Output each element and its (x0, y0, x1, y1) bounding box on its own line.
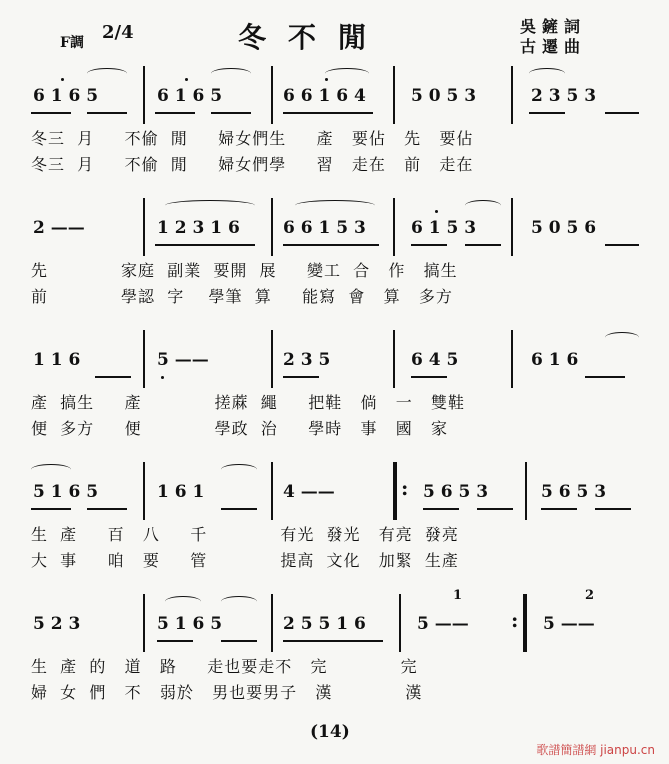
octave-dot (185, 78, 188, 81)
slur-mark (221, 464, 257, 475)
repeat-dots: : (401, 476, 409, 500)
measure-2: 1 6 1 (157, 482, 205, 502)
measure-1: 5 2 3 (33, 614, 81, 634)
barline (271, 66, 273, 124)
repeat-barline (393, 462, 397, 520)
time-signature: 2/4 (102, 22, 134, 43)
beam-underline (87, 508, 127, 510)
beam-underline (541, 508, 577, 510)
lyrics-verse-1: 生 產 百 八 千 有光 發光 有亮 發亮 (31, 525, 459, 544)
lyrics-verse-2: 便 多方 便 學政 治 學時 事 國 家 (31, 419, 449, 438)
measure-4: 5 —— (417, 614, 469, 634)
beam-underline (411, 376, 447, 378)
measure-5: 5 0 5 6 (531, 218, 597, 238)
beam-underline (221, 508, 257, 510)
volta-first-ending: 1 (453, 588, 463, 603)
volta-second-ending: 2 (585, 588, 595, 603)
barline (143, 330, 145, 388)
barline (393, 330, 395, 388)
lyrics-verse-2: 大 事 咱 要 管 提高 文化 加緊 生產 (31, 551, 459, 570)
barline (511, 330, 513, 388)
slur-mark (165, 596, 201, 607)
slur-mark (529, 68, 565, 79)
beam-underline (211, 112, 251, 114)
measure-3: 2 5 5 1 6 (283, 614, 366, 634)
octave-dot (161, 376, 164, 379)
repeat-end-barline (523, 594, 527, 652)
measure-1: 5 1 6 5 (33, 482, 99, 502)
barline (393, 66, 395, 124)
slur-mark (325, 68, 369, 79)
slur-mark (165, 200, 255, 211)
barline (271, 462, 273, 520)
measure-3: 6 6 1 6 4 (283, 86, 366, 106)
measure-3: 6 6 1 5 3 (283, 218, 366, 238)
measure-5: 2 3 5 3 (531, 86, 597, 106)
measure-5: 5 —— (543, 614, 595, 634)
slur-mark (465, 200, 501, 211)
beam-underline (605, 112, 639, 114)
barline (271, 198, 273, 256)
measure-2: 6 1 6 5 (157, 86, 223, 106)
measure-3: 2 3 5 (283, 350, 331, 370)
page-number: (14) (310, 722, 350, 742)
beam-underline (529, 112, 565, 114)
beam-underline (221, 640, 257, 642)
beam-underline (95, 376, 131, 378)
beam-underline (87, 112, 127, 114)
measure-2: 5 1 6 5 (157, 614, 223, 634)
barline (271, 330, 273, 388)
slur-mark (221, 596, 257, 607)
lyrics-verse-2: 婦 女 們 不 弱於 男也要男子 漢 漢 (31, 683, 423, 702)
notes-row (25, 350, 640, 374)
beam-underline (595, 508, 631, 510)
beam-underline (283, 640, 383, 642)
lyrics-verse-1: 產 搞生 產 搓蔴 繩 把鞋 倘 一 雙鞋 (31, 393, 466, 412)
barline (143, 462, 145, 520)
beam-underline (465, 244, 501, 246)
measure-5: 5 6 5 3 (541, 482, 607, 502)
barline (511, 198, 513, 256)
measure-2: 1 2 3 1 6 (157, 218, 240, 238)
measure-1: 1 1 6 (33, 350, 81, 370)
barline (271, 594, 273, 652)
barline (143, 66, 145, 124)
beam-underline (605, 244, 639, 246)
barline (525, 462, 527, 520)
beam-underline (477, 508, 513, 510)
beam-underline (283, 112, 373, 114)
octave-dot (61, 78, 64, 81)
repeat-dots: : (511, 608, 519, 632)
measure-1: 6 1 6 5 (33, 86, 99, 106)
lyrics-verse-2: 前 學認 字 學筆 算 能寫 會 算 多方 (31, 287, 453, 306)
barline (393, 198, 395, 256)
slur-mark (605, 332, 639, 343)
beam-underline (411, 244, 447, 246)
beam-underline (283, 244, 379, 246)
notes-row (25, 588, 640, 638)
lyrics-verse-1: 先 家庭 副業 要開 展 變工 合 作 搞生 (31, 261, 458, 280)
slur-mark (211, 68, 251, 79)
lyrics-verse-2: 冬三 月 不偷 閒 婦女們學 習 走在 前 走在 (31, 155, 474, 174)
beam-underline (155, 112, 195, 114)
measure-2: 5 —— (157, 350, 209, 370)
beam-underline (155, 244, 255, 246)
lyrics-verse-1: 生 產 的 道 路 走也要走不 完 完 (31, 657, 418, 676)
measure-3: 4 —— (283, 482, 335, 502)
composer-credit: 古遷曲 (520, 37, 587, 56)
song-title: 冬不閒 (238, 21, 389, 54)
beam-underline (283, 376, 319, 378)
octave-dot (435, 210, 438, 213)
slur-mark (295, 200, 375, 211)
notes-row (25, 218, 640, 242)
barline (511, 66, 513, 124)
beam-underline (157, 640, 193, 642)
watermark: 歌譜簡譜網 jianpu.cn (536, 743, 655, 757)
measure-1: 2 —— (33, 218, 85, 238)
beam-underline (585, 376, 625, 378)
lyricist-credit: 吳鏟詞 (520, 17, 587, 36)
slur-mark (87, 68, 127, 79)
lyrics-verse-1: 冬三 月 不偷 閒 婦女們生 產 要佔 先 要佔 (31, 129, 474, 148)
barline (143, 594, 145, 652)
notes-row (25, 476, 640, 506)
measure-5: 6 1 6 (531, 350, 579, 370)
barline (399, 594, 401, 652)
beam-underline (423, 508, 459, 510)
octave-dot (325, 78, 328, 81)
barline (143, 198, 145, 256)
measure-4: 6 4 5 (411, 350, 459, 370)
measure-4: 6 1 5 3 (411, 218, 477, 238)
notes-row (25, 86, 640, 110)
key-signature: F調 (60, 35, 84, 51)
measure-4: 5 0 5 3 (411, 86, 477, 106)
slur-mark (31, 464, 71, 475)
measure-4: 5 6 5 3 (423, 482, 489, 502)
beam-underline (31, 112, 71, 114)
beam-underline (31, 508, 71, 510)
